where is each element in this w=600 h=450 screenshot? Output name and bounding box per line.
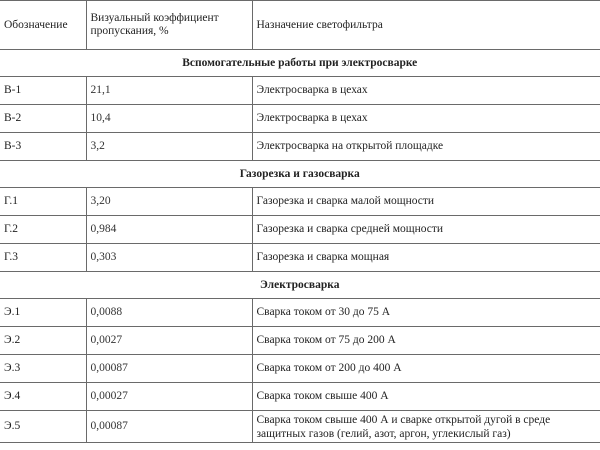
table-row [0,244,600,272]
section-title: Газорезка и газосварка [0,161,600,188]
cell-transmittance: 0,0088 [86,299,252,327]
section-title: Вспомогательные работы при электросварке [0,50,600,77]
cell-designation: В-2 [0,105,86,133]
table-row [0,383,600,411]
table-header-row [0,1,600,50]
cell-purpose: Сварка током свыше 400 А и сварке открытой дугой в среде защитных газов (гелий, азот, аргон, углекислый газ) [252,411,600,443]
cell-designation: Э.4 [0,383,86,411]
header-transmittance: Визуальный коэффициент пропускания, % [86,1,252,50]
table-row [0,133,600,161]
cell-transmittance: 0,00087 [86,411,252,443]
cell-purpose: Электросварка в цехах [252,77,600,105]
cell-purpose: Сварка током от 30 до 75 А [252,299,600,327]
cell-purpose: Сварка током от 200 до 400 А [252,355,600,383]
cell-designation: В-1 [0,77,86,105]
table-row [0,327,600,355]
table-row [0,411,600,443]
cell-designation: Э.2 [0,327,86,355]
table-row [0,299,600,327]
cell-purpose: Сварка током от 75 до 200 А [252,327,600,355]
table-row [0,77,600,105]
cell-transmittance: 0,00087 [86,355,252,383]
cell-purpose: Электросварка на открытой площадке [252,133,600,161]
cell-designation: Г.2 [0,216,86,244]
cell-transmittance: 0,0027 [86,327,252,355]
cell-designation: В-3 [0,133,86,161]
cell-purpose: Газорезка и сварка малой мощности [252,188,600,216]
header-designation: Обозначение [0,1,86,50]
cell-transmittance: 10,4 [86,105,252,133]
cell-transmittance: 0,00027 [86,383,252,411]
cell-transmittance: 21,1 [86,77,252,105]
header-purpose: Назначение светофильтра [252,1,600,50]
cell-designation: Г.3 [0,244,86,272]
cell-transmittance: 3,20 [86,188,252,216]
section-row [0,272,600,299]
section-row [0,161,600,188]
table-row [0,188,600,216]
cell-designation: Г.1 [0,188,86,216]
section-row [0,50,600,77]
section-title: Электросварка [0,272,600,299]
cell-transmittance: 3,2 [86,133,252,161]
cell-designation: Э.1 [0,299,86,327]
table-row [0,105,600,133]
cell-purpose: Газорезка и сварка средней мощности [252,216,600,244]
table-row [0,355,600,383]
cell-designation: Э.3 [0,355,86,383]
cell-purpose: Газорезка и сварка мощная [252,244,600,272]
cell-transmittance: 0,303 [86,244,252,272]
cell-purpose: Электросварка в цехах [252,105,600,133]
cell-purpose: Сварка током свыше 400 А [252,383,600,411]
cell-designation: Э.5 [0,411,86,443]
table-row [0,216,600,244]
cell-transmittance: 0,984 [86,216,252,244]
